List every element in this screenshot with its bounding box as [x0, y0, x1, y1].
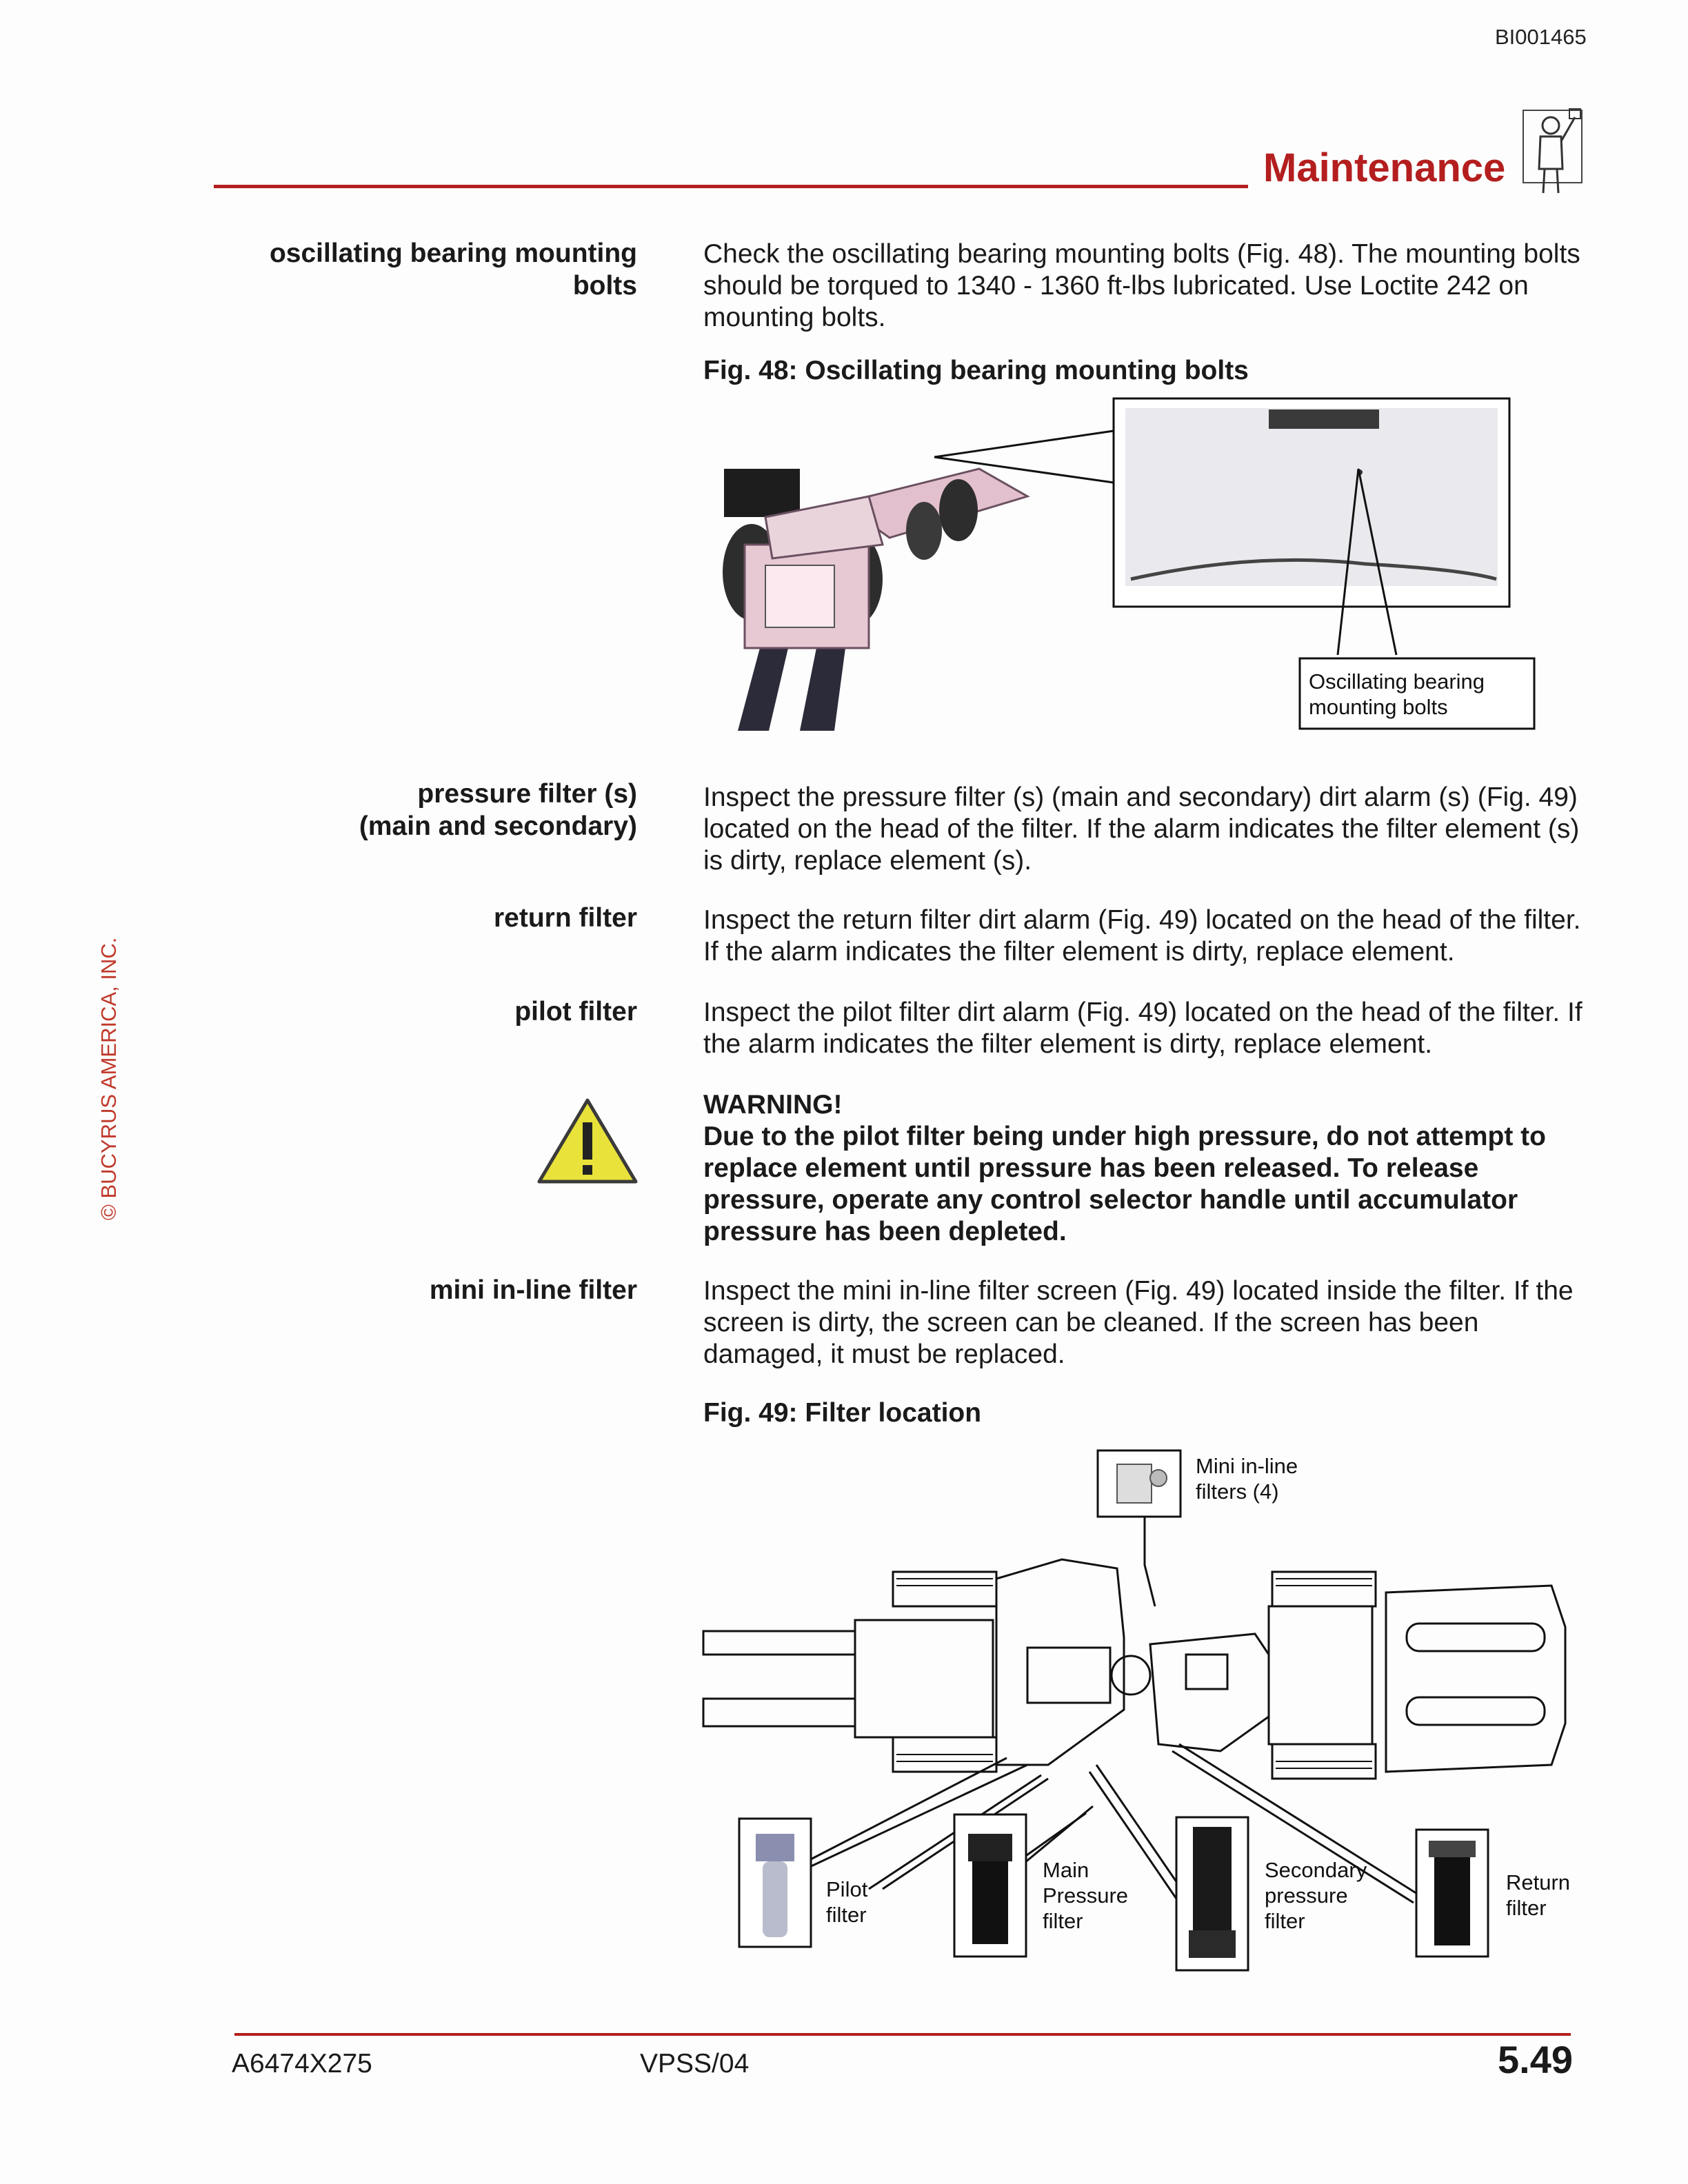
footer-rule — [234, 2033, 1571, 2036]
label-pressure-filter: pressure filter (s) (main and secondary) — [359, 779, 637, 841]
warning-text: Due to the pilot filter being under high pressure, do not attempt to replace element until pressure has been released. To release pressure, operate any control selector handle until accumulator pressure has been depleted. — [703, 1122, 1546, 1246]
label-return-filter: return filter — [493, 903, 637, 933]
machine-top-view — [703, 1559, 1565, 1779]
callout-mini-inline-filters: Mini in-line filters (4) — [1196, 1454, 1298, 1504]
callout-pilot-filter: Pilot filter — [826, 1877, 868, 1927]
label-oscillating-bearing: oscillating bearing mounting bolts — [269, 239, 637, 301]
page-number: 5.49 — [1498, 2038, 1573, 2081]
label-mini-inline-filter: mini in-line filter — [429, 1275, 637, 1305]
text-pressure-filter: Inspect the pressure filter (s) (main and secondary) dirt alarm (s) (Fig. 49) located on the head of the filter. If the alarm indicates the filter element (s) is dirty, replace element (s). — [703, 782, 1580, 876]
loader-machine-image — [723, 469, 1027, 731]
footer-part-number: A6474X275 — [232, 2049, 372, 2079]
label-pilot-filter: pilot filter — [514, 997, 637, 1027]
header-rule — [214, 185, 1248, 188]
fig48-callout: Oscillating bearing mounting bolts — [1309, 669, 1485, 719]
bearing-closeup-photo — [1125, 408, 1498, 586]
copyright-notice: © BUCYRUS AMERICA, INC. — [97, 937, 121, 1220]
text-return-filter: Inspect the return filter dirt alarm (Fig. 49) located on the head of the filter. If the alarm indicates the filter element is dirty, replace element. — [703, 905, 1581, 967]
callout-return-filter: Return filter — [1506, 1870, 1571, 1920]
warning-triangle-icon — [535, 1096, 640, 1186]
warning-block — [703, 1089, 1586, 1248]
secondary-pressure-filter-photo — [1189, 1827, 1236, 1958]
callout-main-pressure-filter: Main Pressure filter — [1043, 1858, 1129, 1933]
return-filter-photo — [1429, 1841, 1476, 1945]
fig48-caption: Fig. 48: Oscillating bearing mounting bolts — [703, 356, 1249, 385]
callout-secondary-pressure-filter: Secondary pressure filter — [1265, 1858, 1367, 1933]
fig49-caption: Fig. 49: Filter location — [703, 1398, 982, 1428]
section-title: Maintenance — [1263, 145, 1506, 190]
main-pressure-filter-photo — [968, 1834, 1012, 1944]
text-mini-inline-filter: Inspect the mini in-line filter screen (Fig. 49) located inside the filter. If the screen is dirty, the screen can be cleaned. If the screen has been damaged, it must be replaced. — [703, 1276, 1574, 1369]
footer-revision: VPSS/04 — [640, 2049, 750, 2079]
text-pilot-filter: Inspect the pilot filter dirt alarm (Fig. 49) located on the head of the filter. If the alarm indicates the filter element is dirty, replace element. — [703, 998, 1582, 1059]
mechanic-icon — [1520, 103, 1589, 200]
document-id: BI001465 — [1495, 25, 1587, 49]
warning-title: WARNING! — [703, 1090, 843, 1120]
text-oscillating-bearing: Check the oscillating bearing mounting bolts (Fig. 48). The mounting bolts should be torqued to 1340 - 1360 ft-lbs lubricated. Use Loctite 242 on mounting bolts. — [703, 239, 1580, 332]
